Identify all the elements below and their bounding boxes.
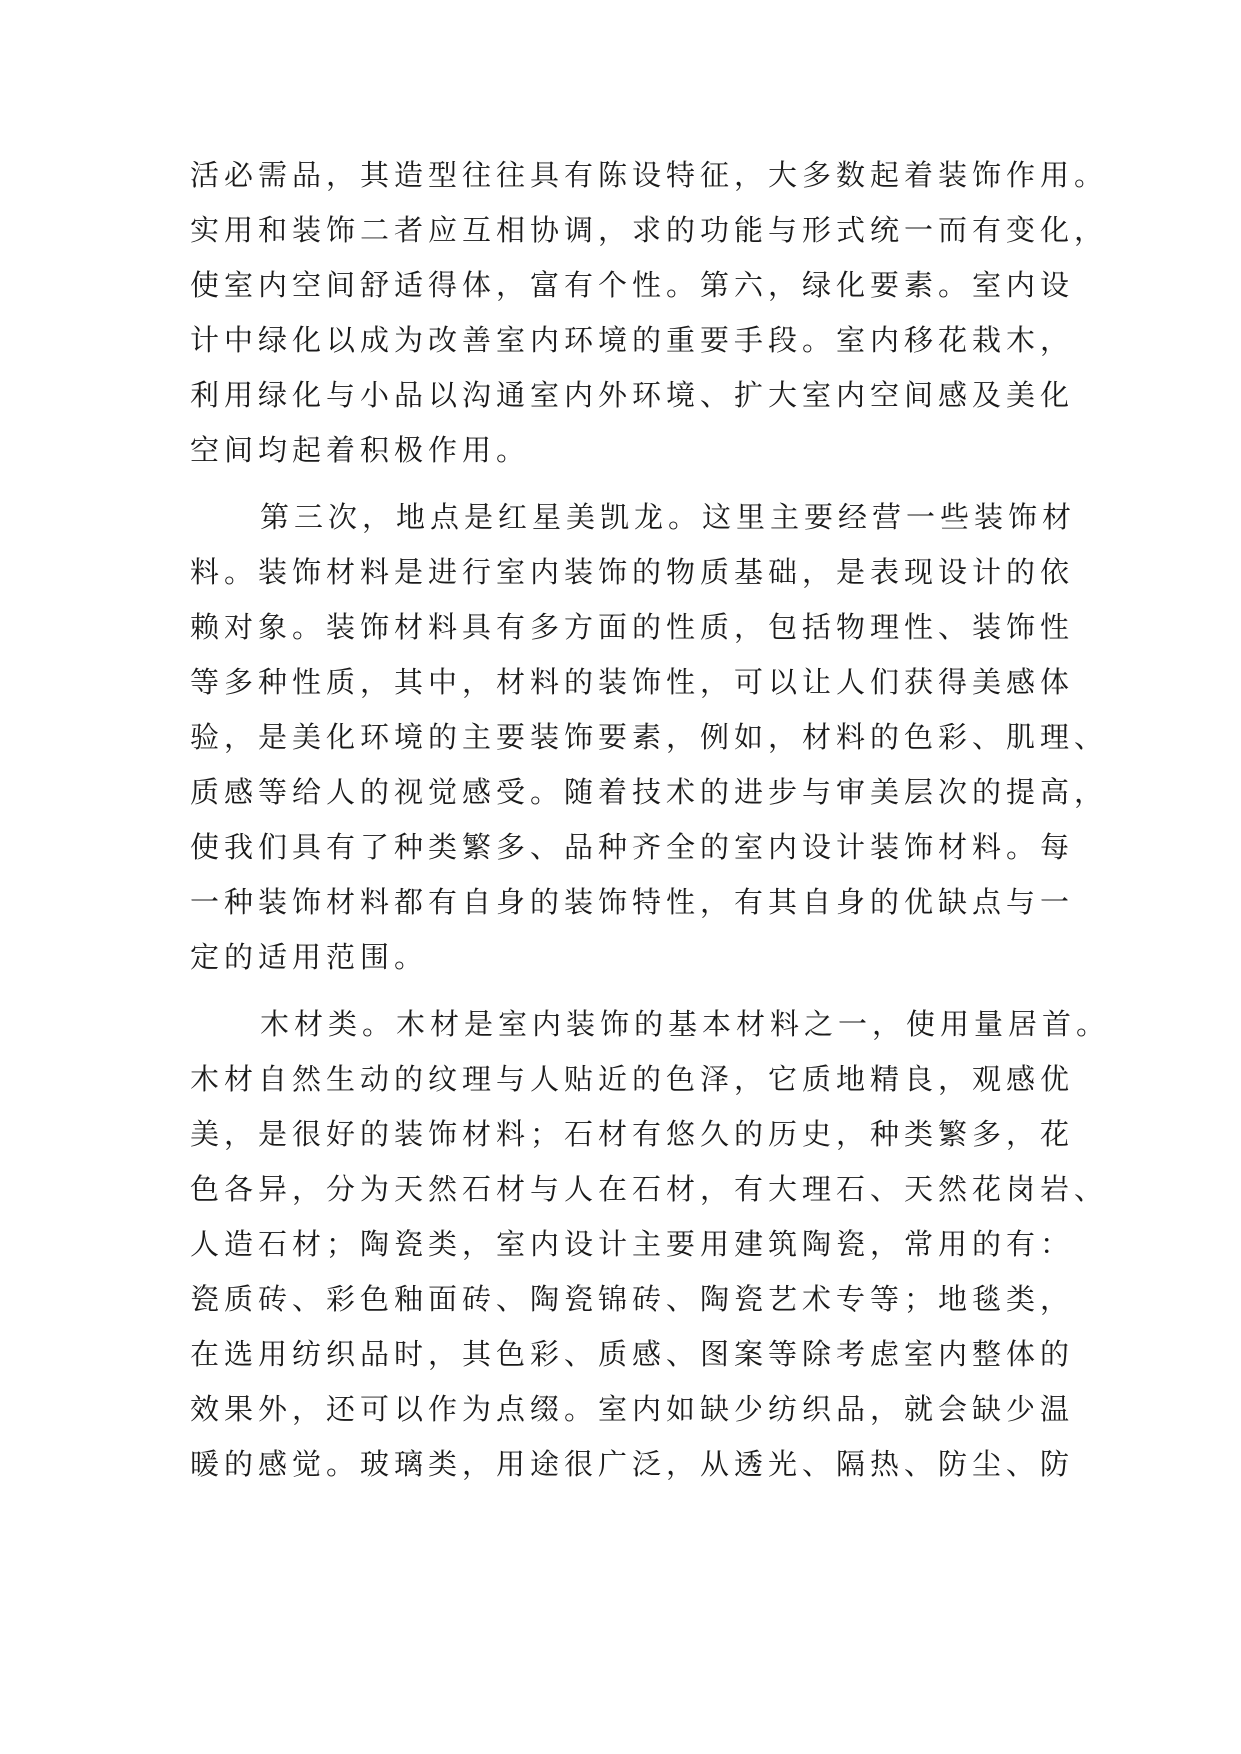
text-line: 瓷质砖、彩色釉面砖、陶瓷锦砖、陶瓷艺术专等；地毯类，: [190, 1282, 1075, 1316]
text-line: 美，是很好的装饰材料；石材有悠久的历史，种类繁多，花: [190, 1117, 1075, 1151]
text-line: 暖的感觉。玻璃类，用途很广泛，从透光、隔热、防尘、防: [190, 1447, 1075, 1481]
paragraph: [190, 997, 1111, 1492]
text-line: 色各异，分为天然石材与人在石材，有大理石、天然花岗岩、: [190, 1172, 1109, 1206]
text-line: 在选用纺织品时，其色彩、质感、图案等除考虑室内整体的: [190, 1337, 1075, 1371]
text-line: 利用绿化与小品以沟通室内外环境、扩大室内空间感及美化: [190, 378, 1075, 412]
text-line: 验，是美化环境的主要装饰要素，例如，材料的色彩、肌理、: [190, 720, 1109, 754]
text-line: 计中绿化以成为改善室内环境的重要手段。室内移花栽木，: [190, 323, 1075, 357]
text-line: 质感等给人的视觉感受。随着技术的进步与审美层次的提高，: [190, 775, 1109, 809]
paragraph: [190, 148, 1109, 478]
text-line: 效果外，还可以作为点缀。室内如缺少纺织品，就会缺少温: [190, 1392, 1075, 1426]
text-line: 等多种性质，其中，材料的装饰性，可以让人们获得美感体: [190, 665, 1075, 699]
text-line: 实用和装饰二者应互相协调，求的功能与形式统一而有变化，: [190, 213, 1109, 247]
text-line: 木材自然生动的纹理与人贴近的色泽，它质地精良，观感优: [190, 1062, 1075, 1096]
text-line: 使我们具有了种类繁多、品种齐全的室内设计装饰材料。每: [190, 830, 1075, 864]
text-line: 第三次，地点是红星美凯龙。这里主要经营一些装饰材: [260, 500, 1077, 534]
paragraph: [190, 490, 1109, 985]
text-line: 木材类。木材是室内装饰的基本材料之一，使用量居首。: [260, 1007, 1111, 1041]
text-line: 赖对象。装饰材料具有多方面的性质，包括物理性、装饰性: [190, 610, 1075, 644]
text-line: 使室内空间舒适得体，富有个性。第六，绿化要素。室内设: [190, 268, 1075, 302]
text-line: 活必需品，其造型往往具有陈设特征，大多数起着装饰作用。: [190, 158, 1109, 192]
text-line: 人造石材；陶瓷类，室内设计主要用建筑陶瓷，常用的有：: [190, 1227, 1075, 1261]
text-line: 料。装饰材料是进行室内装饰的物质基础，是表现设计的依: [190, 555, 1075, 589]
body-text: [190, 148, 1111, 1492]
text-line: 一种装饰材料都有自身的装饰特性，有其自身的优缺点与一: [190, 885, 1075, 919]
text-line: 定的适用范围。: [190, 940, 429, 974]
text-line: 空间均起着积极作用。: [190, 433, 531, 467]
